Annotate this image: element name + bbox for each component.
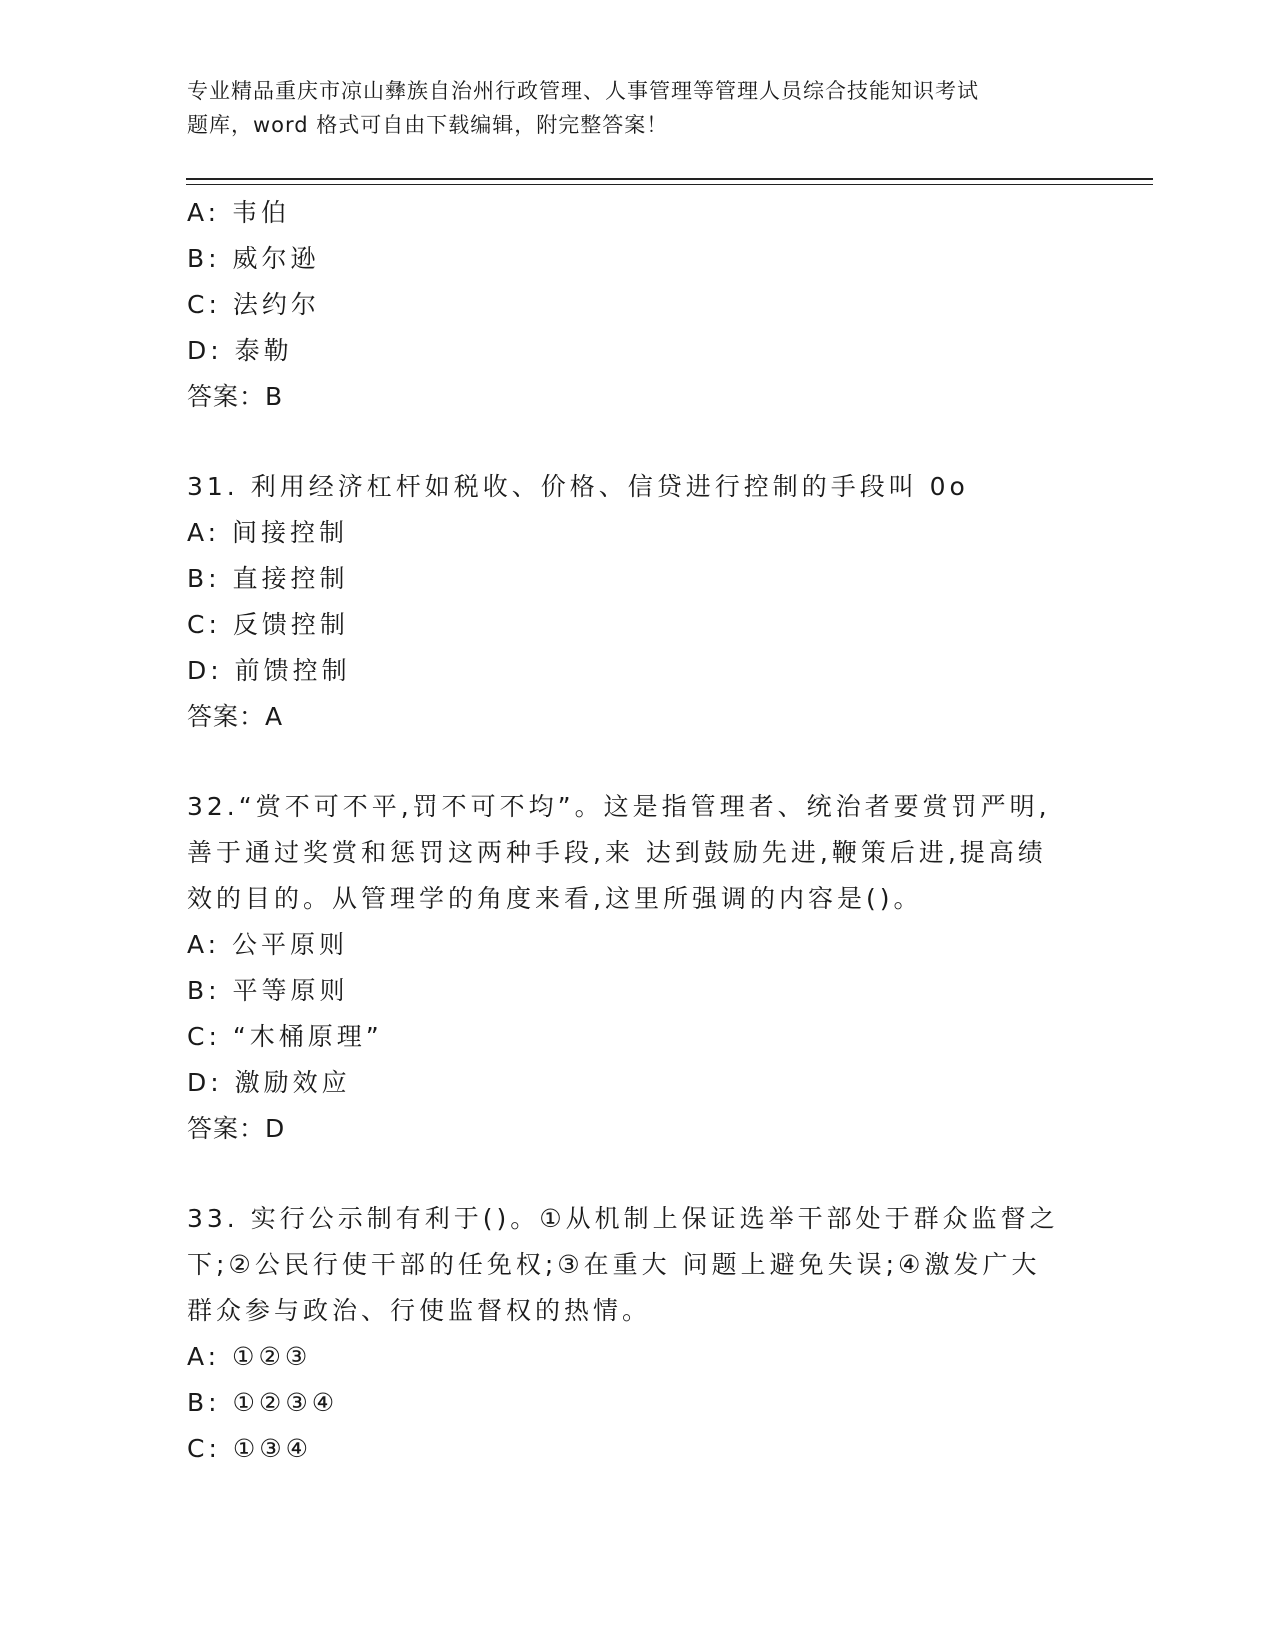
answer: 答案：B [187,382,284,411]
question-33 [187,1196,1087,1472]
option-b: B: ①②③④ [187,1388,339,1417]
option-a: A: ①②③ [187,1342,312,1371]
question-31 [187,464,1087,740]
option-a: A: 公平原则 [187,930,349,959]
question-text-line: 31. 利用经济杠杆如税收、价格、信贷进行控制的手段叫 0o [187,472,969,501]
option-b: B: 平等原则 [187,976,349,1005]
option-c: C: 反馈控制 [187,610,349,639]
question-text-line: 32.“赏不可不平,罚不可不均”。这是指管理者、统治者要赏罚严明, [187,792,1051,821]
option-d: D: 激励效应 [187,1068,351,1097]
spacer [187,420,1087,464]
question-text-line: 下;②公民行使干部的任免权;③在重大 问题上避免失误;④激发广大 [187,1250,1041,1279]
option-a: A: 间接控制 [187,518,349,547]
header-line-1: 专业精品重庆市凉山彝族自治州行政管理、人事管理等管理人员综合技能知识考试 [187,79,979,103]
option-d: D: 泰勒 [187,336,293,365]
option-d: D: 前馈控制 [187,656,351,685]
option-b: B: 威尔逊 [187,244,320,273]
spacer [187,740,1087,784]
question-content [187,190,1087,1472]
answer: 答案：D [187,1114,286,1143]
question-30 [187,190,1087,420]
option-b: B: 直接控制 [187,564,349,593]
document-header [187,74,1087,142]
header-rule-thin [186,184,1153,185]
option-c: C: 法约尔 [187,290,320,319]
spacer [187,1152,1087,1196]
option-c: C: ①③④ [187,1434,313,1463]
answer: 答案：A [187,702,284,731]
question-text-line: 善于通过奖赏和惩罚这两种手段,来 达到鼓励先进,鞭策后进,提高绩 [187,838,1047,867]
header-rule-thick [186,178,1153,180]
question-text-line: 效的目的。从管理学的角度来看,这里所强调的内容是()。 [187,884,923,913]
question-text-line: 33. 实行公示制有利于()。①从机制上保证选举干部处于群众监督之 [187,1204,1059,1233]
option-a: A: 韦伯 [187,198,291,227]
question-text-line: 群众参与政治、行使监督权的热情。 [187,1296,652,1325]
header-line-2: 题库，word 格式可自由下载编辑，附完整答案！ [187,113,669,137]
option-c: C: “木桶原理” [187,1022,383,1051]
question-32 [187,784,1087,1152]
